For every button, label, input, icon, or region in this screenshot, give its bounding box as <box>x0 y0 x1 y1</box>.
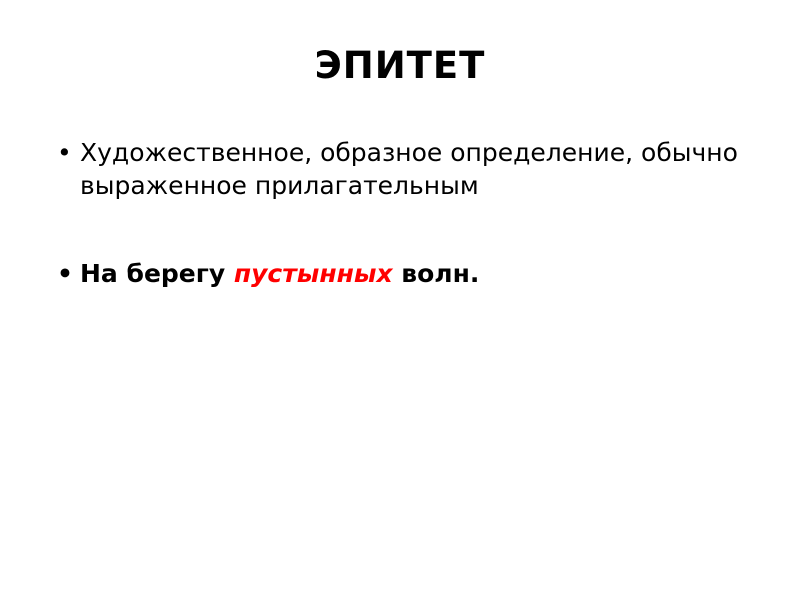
list-item-text: Художественное, образное определение, обычно выраженное прилагательным <box>80 138 738 201</box>
list-item-text-prefix: На берегу <box>80 258 234 288</box>
list-item <box>52 136 752 203</box>
bullet-dot-icon: • <box>57 138 72 167</box>
list-item-text-suffix: волн. <box>392 258 480 288</box>
list-item <box>52 257 752 290</box>
bullet-list <box>52 136 752 290</box>
list-item-text-accent: пустынных <box>233 258 393 288</box>
page-title: ЭПИТЕТ <box>314 44 486 87</box>
bullet-dot-icon: • <box>57 258 73 288</box>
